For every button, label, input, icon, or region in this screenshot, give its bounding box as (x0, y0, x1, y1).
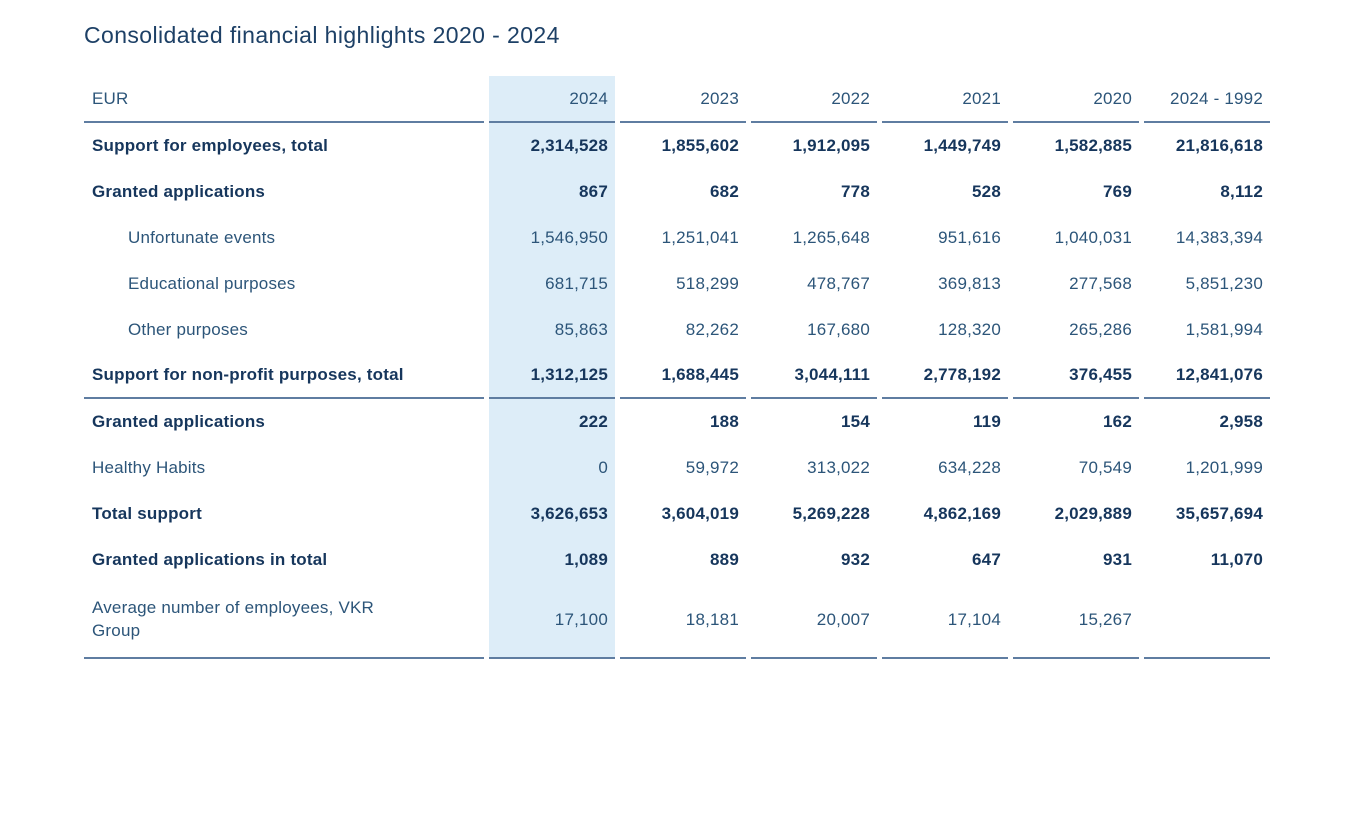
value-cell: 35,657,694 (1175, 504, 1263, 523)
value-cell: 167,680 (807, 320, 870, 339)
row-label: Total support (92, 504, 202, 523)
row-label: Educational purposes (128, 274, 296, 293)
row-label: Support for employees, total (92, 136, 329, 155)
value-cell: 1,688,445 (620, 353, 746, 399)
value-cell: 21,816,618 (1175, 136, 1263, 155)
value-cell: 932 (841, 550, 870, 569)
value-cell: 5,269,228 (792, 504, 870, 523)
column-header-2021: 2021 (882, 76, 1008, 123)
value-cell: 18,181 (620, 583, 746, 659)
value-cell: 11,070 (1210, 550, 1263, 569)
column-header-2023: 2023 (620, 76, 746, 123)
value-cell: 1,040,031 (1054, 228, 1132, 247)
value-cell: 3,626,653 (489, 491, 615, 537)
value-cell: 528 (972, 182, 1001, 201)
table-row (84, 353, 1270, 399)
value-cell: 277,568 (1069, 274, 1132, 293)
value-cell: 1,449,749 (923, 136, 1001, 155)
value-cell: 14,383,394 (1175, 228, 1263, 247)
value-cell: 2,778,192 (882, 353, 1008, 399)
value-cell: 12,841,076 (1144, 353, 1270, 399)
value-cell: 8,112 (1220, 182, 1263, 201)
value-cell: 3,044,111 (751, 353, 877, 399)
value-cell: 681,715 (489, 261, 615, 307)
row-label: Granted applications (92, 182, 266, 201)
table-row (84, 537, 1270, 583)
table-header-row (84, 76, 1270, 123)
value-cell: 931 (1103, 550, 1132, 569)
value-cell: 1,251,041 (661, 228, 739, 247)
value-cell: 4,862,169 (923, 504, 1001, 523)
table-row (84, 583, 1270, 659)
row-label: Support for non-profit purposes, total (84, 353, 484, 399)
value-cell: 188 (710, 412, 739, 431)
value-cell (1144, 583, 1270, 659)
value-cell: 647 (972, 550, 1001, 569)
value-cell: 478,767 (807, 274, 870, 293)
value-cell: 2,314,528 (489, 123, 615, 169)
column-header-cumulative: 2024 - 1992 (1144, 76, 1270, 123)
value-cell: 222 (489, 399, 615, 445)
column-header-2022: 2022 (751, 76, 877, 123)
value-cell: 376,455 (1013, 353, 1139, 399)
value-cell: 951,616 (938, 228, 1001, 247)
column-header-2024: 2024 (489, 76, 615, 123)
row-label: Unfortunate events (128, 228, 276, 247)
value-cell: 0 (489, 445, 615, 491)
column-header-2020: 2020 (1013, 76, 1139, 123)
table-row (84, 215, 1270, 261)
value-cell: 1,089 (489, 537, 615, 583)
value-cell: 128,320 (938, 320, 1001, 339)
unit-label: EUR (84, 76, 484, 123)
table-row (84, 261, 1270, 307)
table-row (84, 399, 1270, 445)
value-cell: 5,851,230 (1185, 274, 1263, 293)
table-row (84, 307, 1270, 353)
value-cell: 1,855,602 (661, 136, 739, 155)
value-cell: 82,262 (685, 320, 739, 339)
value-cell: 2,958 (1219, 412, 1263, 431)
value-cell: 1,312,125 (489, 353, 615, 399)
value-cell: 3,604,019 (661, 504, 739, 523)
row-label: Healthy Habits (92, 458, 206, 477)
value-cell: 20,007 (751, 583, 877, 659)
value-cell: 59,972 (685, 458, 739, 477)
row-label: Granted applications in total (92, 550, 328, 569)
value-cell: 70,549 (1078, 458, 1132, 477)
value-cell: 778 (841, 182, 870, 201)
row-label-text: Average number of employees, VKR Group (92, 598, 375, 640)
value-cell: 17,100 (489, 583, 615, 659)
value-cell: 17,104 (882, 583, 1008, 659)
value-cell: 867 (489, 169, 615, 215)
value-cell: 1,582,885 (1054, 136, 1132, 155)
value-cell: 2,029,889 (1054, 504, 1132, 523)
table-row (84, 445, 1270, 491)
value-cell: 1,546,950 (489, 215, 615, 261)
value-cell: 1,265,648 (792, 228, 870, 247)
value-cell: 1,201,999 (1185, 458, 1263, 477)
value-cell: 265,286 (1069, 320, 1132, 339)
value-cell: 769 (1103, 182, 1132, 201)
page-title: Consolidated financial highlights 2020 - 2024 (84, 22, 560, 48)
value-cell: 369,813 (938, 274, 1001, 293)
table-row (84, 491, 1270, 537)
value-cell: 119 (972, 412, 1001, 431)
value-cell: 15,267 (1013, 583, 1139, 659)
value-cell: 1,912,095 (792, 136, 870, 155)
table-row (84, 123, 1270, 169)
value-cell: 682 (710, 182, 739, 201)
table-row (84, 169, 1270, 215)
value-cell: 634,228 (938, 458, 1001, 477)
value-cell: 889 (710, 550, 739, 569)
row-label: Other purposes (128, 320, 248, 339)
value-cell: 1,581,994 (1185, 320, 1263, 339)
value-cell: 162 (1103, 412, 1132, 431)
value-cell: 518,299 (676, 274, 739, 293)
value-cell: 154 (841, 412, 870, 431)
value-cell: 85,863 (489, 307, 615, 353)
row-label (84, 583, 484, 659)
value-cell: 313,022 (807, 458, 870, 477)
row-label: Granted applications (92, 412, 266, 431)
financial-highlights-table (79, 76, 1275, 659)
